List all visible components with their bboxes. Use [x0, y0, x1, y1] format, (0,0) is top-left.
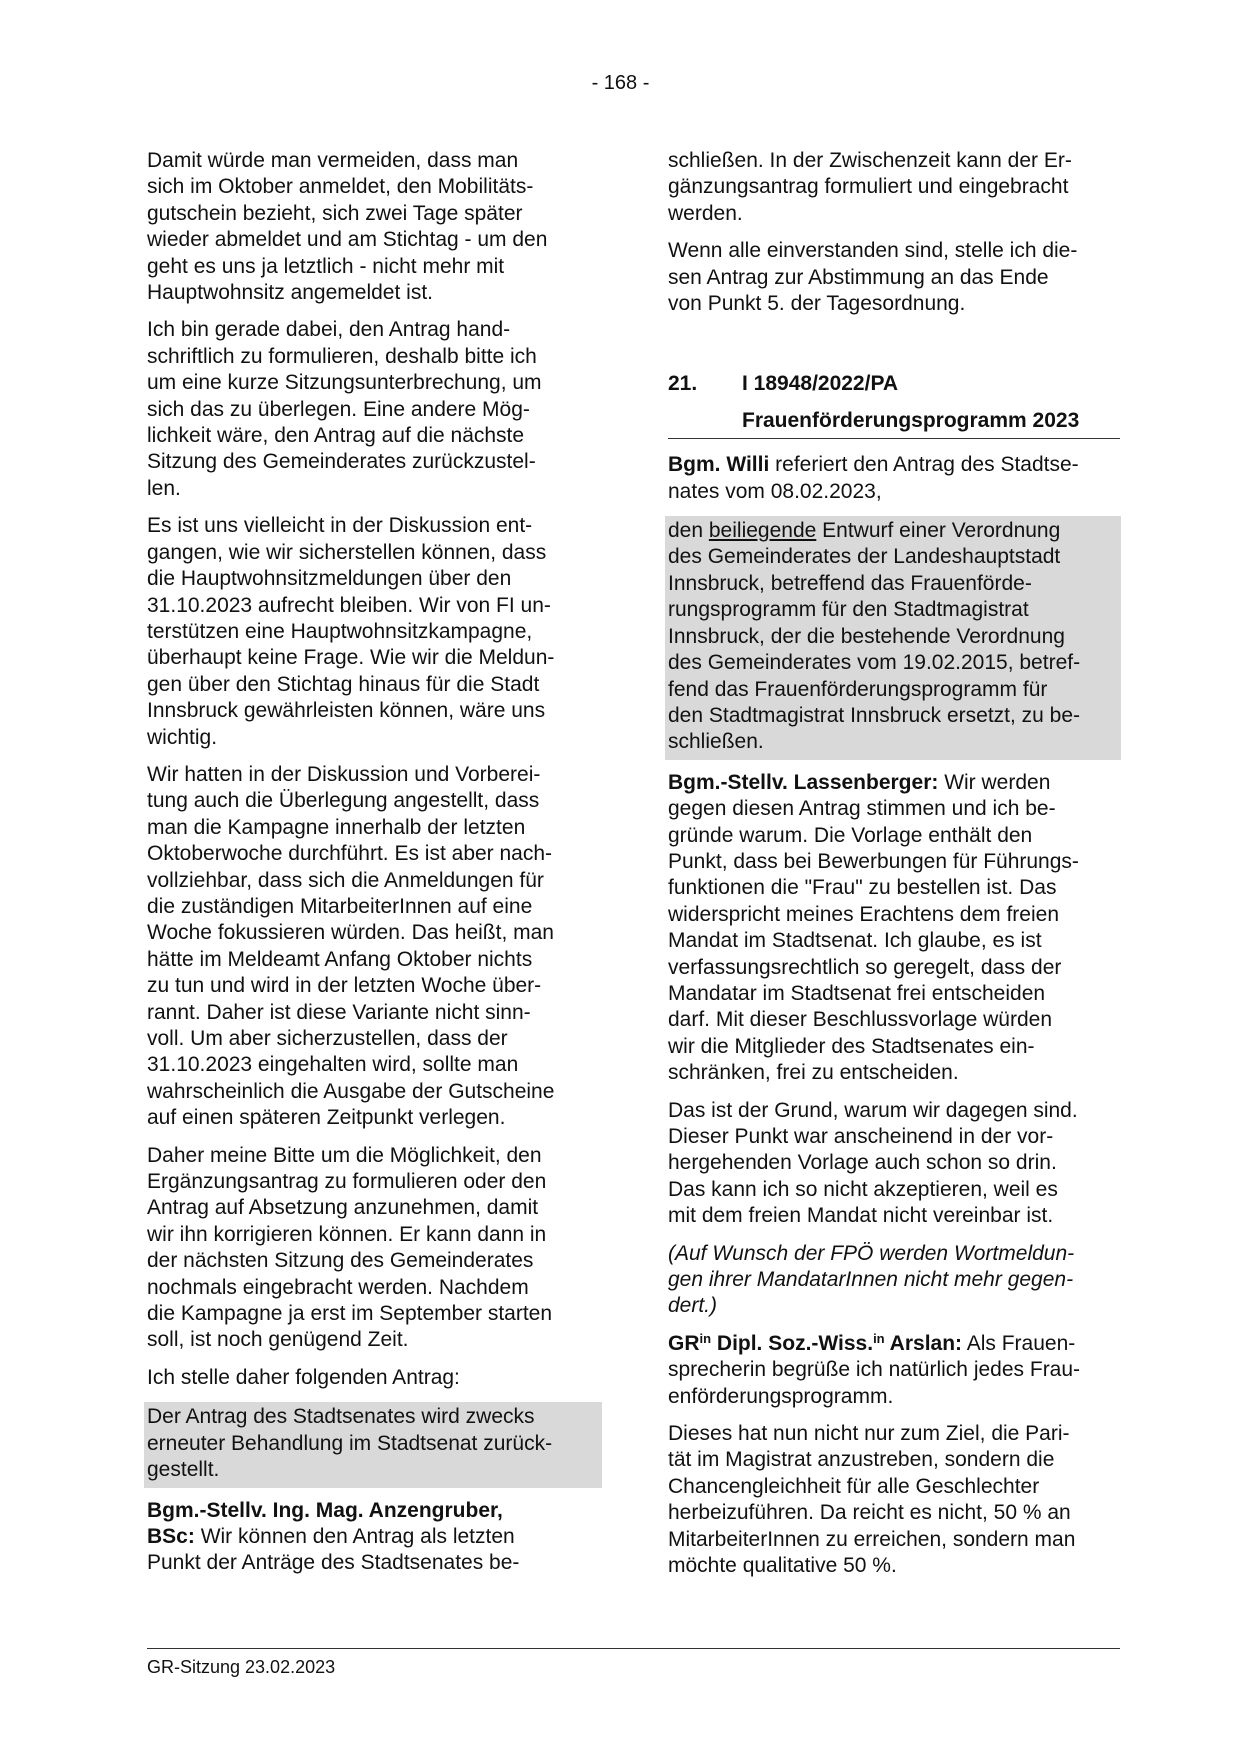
speaker-name: Bgm.-Stellv. Lassenberger:: [668, 770, 939, 794]
paragraph: Es ist uns vielleicht in der Diskussion ent- gangen, wie wir sicherstellen können, dass die Hauptwohnsitzmeldungen über den 31.10.2023 aufrecht bleiben. Wir von FI un- terstützen eine Hauptwohnsitzkampagne, überhaupt keine Frage. Wie wir die Meldun- gen über den Stichtag hinaus für die Stadt Innsbruck gewährleisten können, wäre uns wichtig.: [147, 514, 555, 749]
speaker-name: $GR^{in}$ Dipl. Soz.-Wiss.$^{in}$ Arslan:: [668, 1330, 963, 1355]
paragraph: Damit würde man vermeiden, dass man sich im Oktober anmeldet, den Mobilitäts- gutschein bezieht, sich zwei Tage später wieder abmeldet und am Stichtag - um den geht es uns ja letztlich - nicht mehr mit Hauptwohnsitz angemeldet ist.: [147, 149, 548, 305]
left-column: [147, 148, 607, 1588]
paragraph: Daher meine Bitte um die Möglichkeit, den Ergänzungsantrag zu formulieren oder den Antrag auf Absetzung anzunehmen, damit wir ihn korrigieren können. Er kann dann in der nächsten Sitzung des Gemeinderates nochmals eingebracht werden. Nachdem die Kampagne ja erst im September starten soll, ist noch genügend Zeit.: [147, 1143, 553, 1352]
motion-box: Der Antrag des Stadtsenates wird zwecks erneuter Behandlung im Stadtsenat zurück- gestellt.: [144, 1402, 602, 1487]
underlined-word: beiliegende: [708, 519, 817, 543]
paragraph: $GR^{in}$ Dipl. Soz.-Wiss.$^{in}$ Arslan: Als Frauen- sprecherin begrüße ich natürlich jedes Frau- enförderungsprogramm.: [668, 1330, 1081, 1408]
paragraph: Dieses hat nun nicht nur zum Ziel, die Pari- tät im Magistrat anzustreben, sondern die Chancengleichheit für alle Geschlechter herbeizuführen. Da reicht es nicht, 50 % an MitarbeiterInnen zu erreichen, sondern man möchte qualitative 50 %.: [668, 1422, 1076, 1578]
paragraph: Wenn alle einverstanden sind, stelle ich die- sen Antrag zur Abstimmung an das Ende von Punkt 5. der Tagesordnung.: [668, 239, 1078, 316]
paragraph: Ich bin gerade dabei, den Antrag hand- schriftlich zu formulieren, deshalb bitte ich um eine kurze Sitzungsunterbrechung, um sich das zu überlegen. Eine andere Mög- lichkeit wäre, den Antrag auf die nächste Sitzung des Gemeinderates zurückzustel- len.: [147, 318, 542, 500]
right-column: [668, 148, 1120, 1591]
speaker-name: Bgm. Willi: [668, 453, 770, 477]
paragraph: Wir hatten in der Diskussion und Vorberei- tung auch die Überlegung angestellt, dass man die Kampagne innerhalb der letzten Oktoberwoche durchführt. Es ist aber nach- vollziehbar, dass sich die Anmeldungen für die zuständigen MitarbeiterInnen auf eine Woche fokussieren würden. Das heißt, man hätte im Meldeamt Anfang Oktober nichts zu tun und wird in der letzten Woche über- rannt. Daher ist diese Variante nicht sinn- voll. Um aber sicherzustellen, dass der 31.10.2023 eingehalten wird, sollte man wahrscheinlich die Ausgabe der Gutscheine auf einen späteren Zeitpunkt verlegen.: [147, 762, 555, 1130]
speaker-name: Bgm.-Stellv. Ing. Mag. Anzengruber,: [147, 1498, 503, 1522]
italic-note: (Auf Wunsch der FPÖ werden Wortmeldun- gen ihrer MandatarInnen nicht mehr gegen- dert.): [668, 1241, 1075, 1318]
agenda-item-header: [668, 371, 1120, 397]
speaker-paragraph: Bgm.-Stellv. Ing. Mag. Anzengruber, BSc: Wir können den Antrag als letzten Punkt der Anträge des Stadtsenates be-: [147, 1498, 607, 1577]
footer-divider: [147, 1648, 1120, 1649]
paragraph: Ich stelle daher folgenden Antrag:: [147, 1365, 460, 1389]
paragraph: Das ist der Grund, warum wir dagegen sind. Dieser Punkt war anscheinend in der vor- hergehenden Vorlage auch schon so drin. Das kann ich so nicht akzeptieren, weil es mit dem freien Mandat nicht vereinbar ist.: [668, 1098, 1078, 1228]
agenda-number: 21.: [668, 372, 698, 396]
paragraph: schließen. In der Zwischenzeit kann der Er- gänzungsantrag formuliert und eingebracht werden.: [668, 149, 1072, 225]
agenda-reference: I 18948/2022/PA: [742, 372, 899, 396]
paragraph: Bgm.-Stellv. Lassenberger: Wir werden gegen diesen Antrag stimmen und ich be- gründe warum. Die Vorlage enthält den Punkt, dass bei Bewerbungen für Führungs- funktionen die "Frau" zu bestellen ist. Das widerspricht meines Erachtens dem freien Mandat im Stadtsenat. Ich glaube, es ist verfassungsrechtlich so geregelt, dass der Mandatar im Stadtsenat frei entscheiden darf. Mit dieser Beschlussvorlage würden wir die Mitglieder des Stadtsenates ein- schränken, frei zu entscheiden.: [668, 770, 1079, 1085]
paragraph: Bgm. Willi referiert den Antrag des Stadtse- nates vom 08.02.2023,: [668, 453, 1079, 503]
page-number: - 168 -: [591, 72, 650, 94]
proposal-box: den beiliegende Entwurf einer Verordnung des Gemeinderates der Landeshauptstadt Innsbruck, betreffend das Frauenförde- rungsprogramm für den Stadtmagistrat Innsbruck, der die bestehende Verordnung des Gemeinderates vom 19.02.2015, betref- fend das Frauenförderungsprogramm für den Stadtmagistrat Innsbruck ersetzt, zu be- schließen.: [665, 516, 1121, 760]
footer-text: GR-Sitzung 23.02.2023: [147, 1657, 336, 1677]
agenda-title: Frauenförderungsprogramm 2023: [668, 408, 1120, 439]
speaker-suffix: BSc:: [147, 1524, 195, 1548]
